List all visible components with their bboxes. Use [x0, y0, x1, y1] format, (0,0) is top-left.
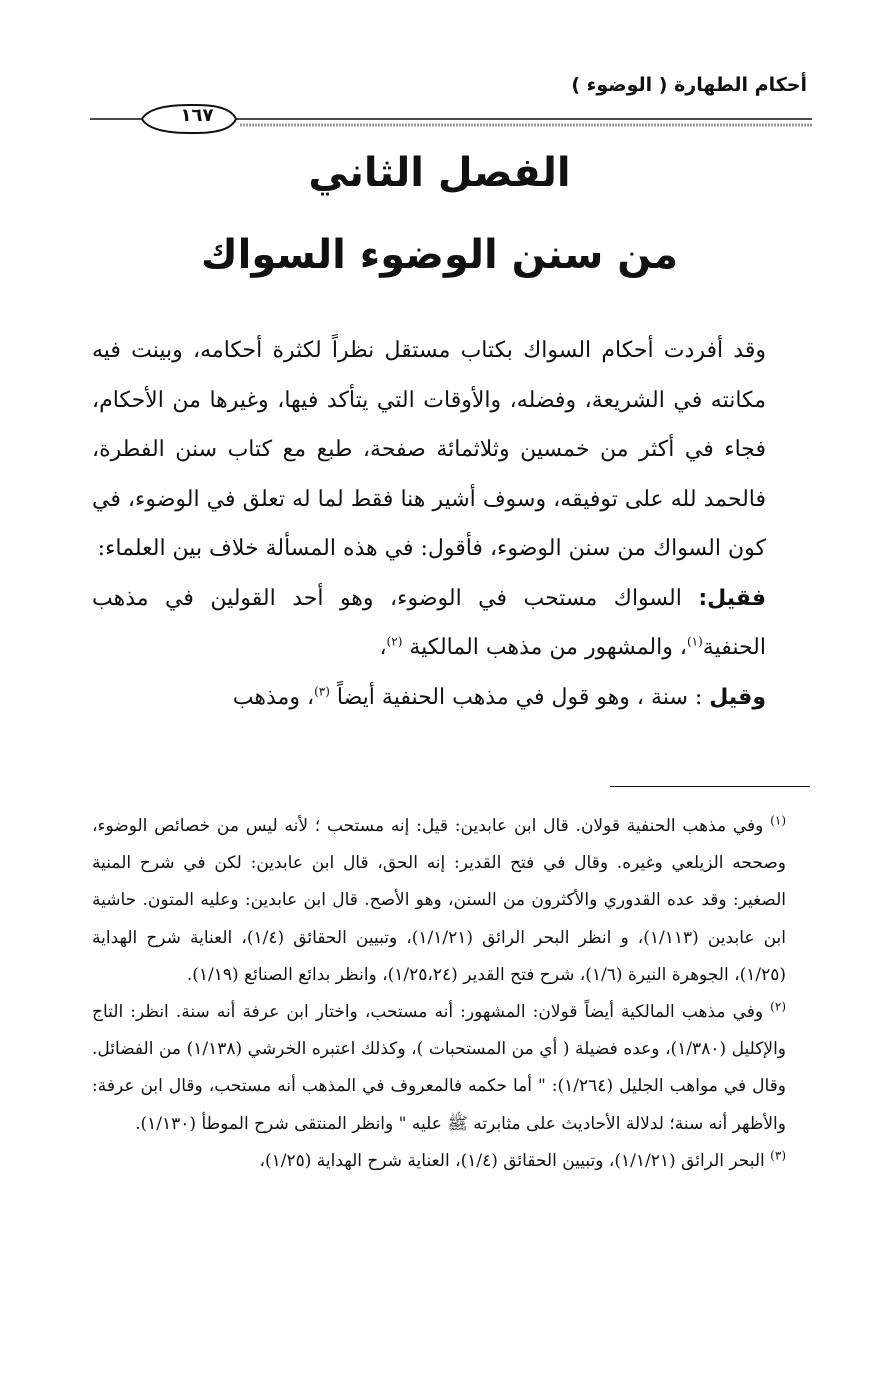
footnote-3-marker: (٣) [770, 1148, 786, 1163]
paragraph-2-text: السواك مستحب في الوضوء، وهو أحد القولين في مذهب الحنفية [92, 585, 766, 660]
footnote-ref-1: (١) [686, 634, 703, 649]
main-text [92, 326, 812, 722]
paragraph-3 [92, 673, 812, 723]
footnote-1-text: وفي مذهب الحنفية قولان. قال ابن عابدين: قيل: إنه مستحب ؛ لأنه ليس من خصائص الوضوء، وصححه الزيلعي وغيره. وقال في فتح القدير: إنه الحق، قال ابن عابدين: لكن في شرح المنية الصغير: وقد عده القدوري والأكثرون من السنن، وهو الأصح. قال ابن عابدين: وعليه المتون. حاشية ابن عابدين (١/١١٣)، و انظر البحر الرائق (١/١/٢١)، وتبيين الحقائق (١/٤)، العناية شرح الهداية (١/٢٥)، الجوهرة النيرة (١/٦)، شرح فتح القدير (١/٢٥،٢٤)، وانظر بدائع الصنائع (١/١٩). [92, 816, 787, 985]
footnote-divider [610, 786, 810, 787]
page-number: ١٦٧ [180, 105, 214, 126]
paragraph-2-end: ، [379, 635, 387, 660]
footnote-2-marker: (٢) [770, 999, 786, 1014]
paragraph-3-text: : سنة ، وهو قول في مذهب الحنفية أيضاً [329, 684, 710, 710]
chapter-title: الفصل الثاني [308, 150, 571, 196]
running-title: أحكام الطهارة ( الوضوء ) [571, 74, 807, 96]
footnote-3-text: البحر الرائق (١/١/٢١)، وتبيين الحقائق (١/٤)، العناية شرح الهداية (١/٢٥)، [259, 1150, 771, 1171]
footnote-ref-3: (٣) [314, 684, 330, 699]
section-title: من سنن الوضوء السواك [200, 232, 679, 278]
footnote-2-text: وفي مذهب المالكية أيضاً قولان: المشهور: أنه مستحب، واختار ابن عرفة أنه سنة. انظر: التاج والإكليل (١/٣٨٠)، وعده فضيلة ( أي من المستحبات )، وكذلك اعتبره الخرشي (١/١٣٨) من الفضائل. وقال في مواهب الجليل (١/٢٦٤): " أما حكمه فالمعروف في المذهب أنه مستحب، وقال ابن عرفة: والأظهر أنه سنة؛ لدلالة الأحاديث على مثابرته ﷺ عليه " وانظر المنتقى شرح الموطأ (١/١٣٠). [92, 1002, 787, 1134]
paragraph-3-lead: وقيل [709, 684, 766, 710]
footnote-ref-2: (٢) [386, 634, 403, 649]
footnote-1-marker: (١) [770, 813, 786, 828]
paragraph-2-text-2: ، والمشهور من مذهب المالكية [402, 635, 687, 660]
paragraph-2 [92, 574, 812, 673]
footnotes [92, 808, 812, 1180]
footnote-2 [92, 994, 812, 1143]
footnote-3 [92, 1143, 812, 1180]
footnote-1 [92, 808, 812, 994]
paragraph-2-lead: فقيل: [698, 585, 766, 611]
paragraph-1: وقد أفردت أحكام السواك بكتاب مستقل نظراً لكثرة أحكامه، وبينت فيه مكانته في الشريعة، وفضله، والأوقات التي يتأكد فيها، وغيرها من الأحكام، فجاء في أكثر من خمسين وثلاثمائة صفحة، طبع مع كتاب سنن الفطرة، فالحمد لله على توفيقه، وسوف أشير هنا فقط لما له تعلق في الوضوء، في كون السواك من سنن الوضوء، فأقول: في هذه المسألة خلاف بين العلماء: [92, 338, 766, 561]
paragraph-3-end: ، ومذهب [232, 684, 315, 710]
